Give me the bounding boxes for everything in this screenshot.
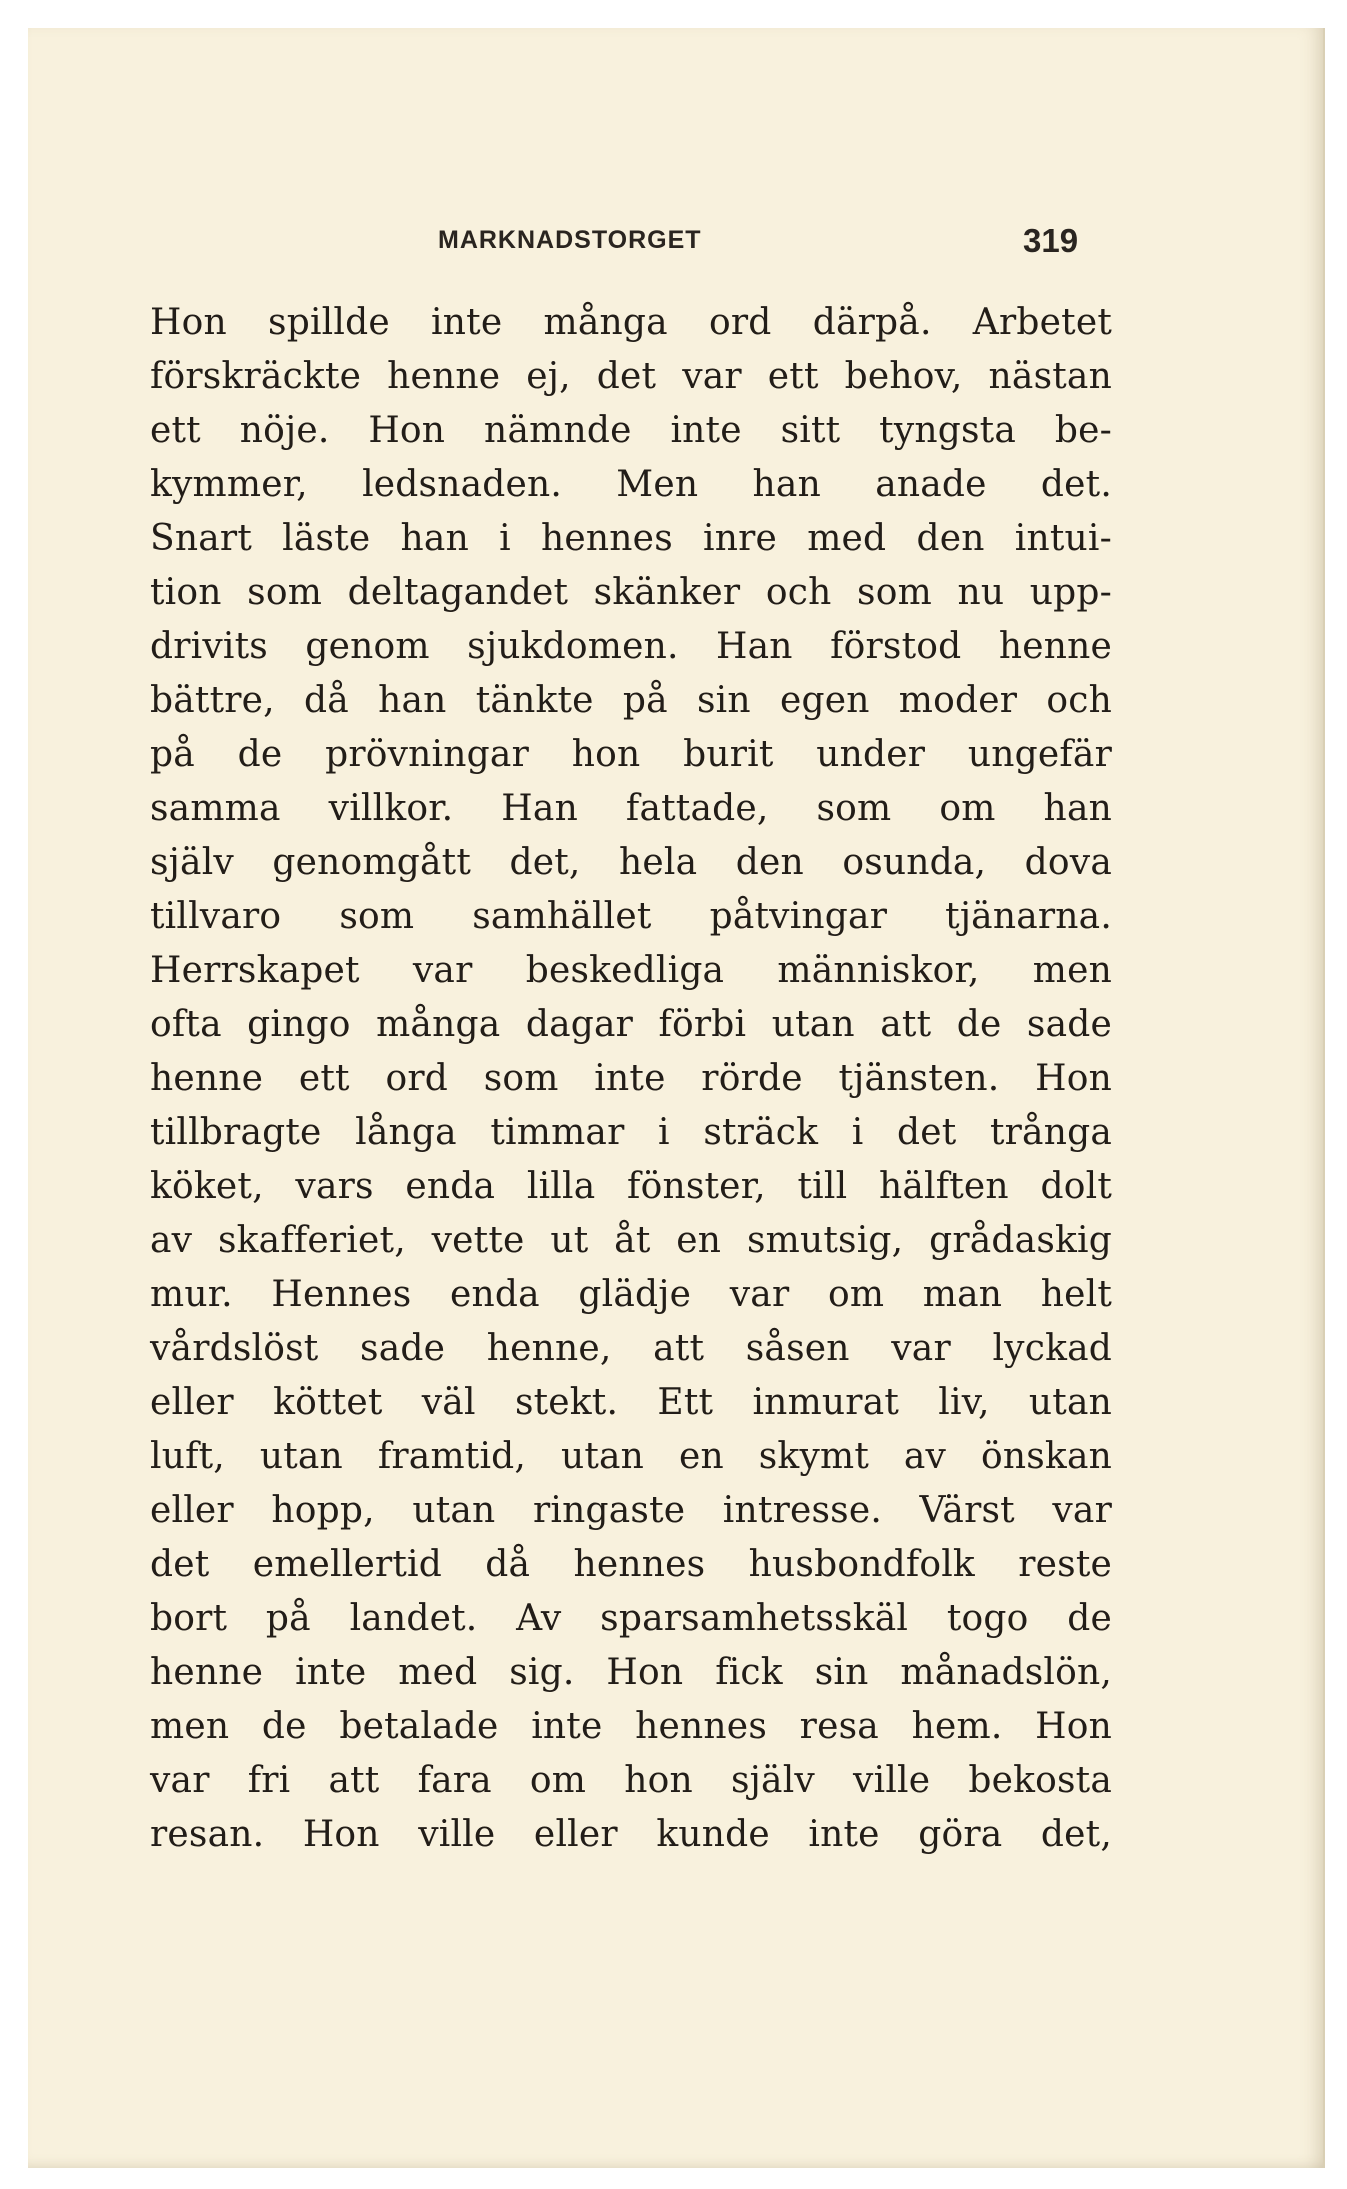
text-line: vårdslöst sade henne, att såsen var lyckad [150, 1328, 1112, 1369]
text-line: henne inte med sig. Hon fick sin månadslön, [150, 1652, 1112, 1693]
text-line: Snart läste han i hennes inre med den intui- [150, 518, 1112, 559]
text-line: tion som deltagandet skänker och som nu upp- [150, 572, 1112, 613]
text-line: ofta gingo många dagar förbi utan att de sade [150, 1004, 1112, 1045]
text-line: eller hopp, utan ringaste intresse. Värst var [150, 1490, 1112, 1531]
text-line: var fri att fara om hon själv ville bekosta [150, 1760, 1112, 1801]
text-line: kymmer, ledsnaden. Men han anade det. [150, 464, 1112, 505]
book-page [28, 28, 1325, 2168]
text-line: ett nöje. Hon nämnde inte sitt tyngsta be- [150, 410, 1112, 451]
text-line: mur. Hennes enda glädje var om man helt [150, 1274, 1112, 1315]
running-title: MARKNADSTORGET [438, 226, 702, 254]
text-line: luft, utan framtid, utan en skymt av önskan [150, 1436, 1112, 1477]
text-line: Herrskapet var beskedliga människor, men [150, 950, 1112, 991]
text-line: det emellertid då hennes husbondfolk reste [150, 1544, 1112, 1585]
text-line: tillvaro som samhället påtvingar tjänarna. [150, 896, 1112, 937]
text-line: själv genomgått det, hela den osunda, dova [150, 842, 1112, 883]
text-line: köket, vars enda lilla fönster, till hälften dolt [150, 1166, 1112, 1207]
page-header [28, 222, 1323, 266]
text-line: Hon spillde inte många ord därpå. Arbetet [150, 302, 1112, 343]
text-line: eller köttet väl stekt. Ett inmurat liv, utan [150, 1382, 1112, 1423]
text-line: på de prövningar hon burit under ungefär [150, 734, 1112, 775]
text-line: tillbragte långa timmar i sträck i det trånga [150, 1112, 1112, 1153]
text-line: bort på landet. Av sparsamhetsskäl togo de [150, 1598, 1112, 1639]
text-line: men de betalade inte hennes resa hem. Hon [150, 1706, 1112, 1747]
text-line: förskräckte henne ej, det var ett behov, nästan [150, 356, 1112, 397]
text-line: drivits genom sjukdomen. Han förstod henne [150, 626, 1112, 667]
text-line: henne ett ord som inte rörde tjänsten. Hon [150, 1058, 1112, 1099]
page-number: 319 [1023, 222, 1079, 259]
text-line: samma villkor. Han fattade, som om han [150, 788, 1112, 829]
text-line: resan. Hon ville eller kunde inte göra det, [150, 1814, 1112, 1855]
body-text [150, 296, 1112, 1862]
text-line: av skafferiet, vette ut åt en smutsig, grådaskig [150, 1220, 1112, 1261]
text-line: bättre, då han tänkte på sin egen moder och [150, 680, 1112, 721]
